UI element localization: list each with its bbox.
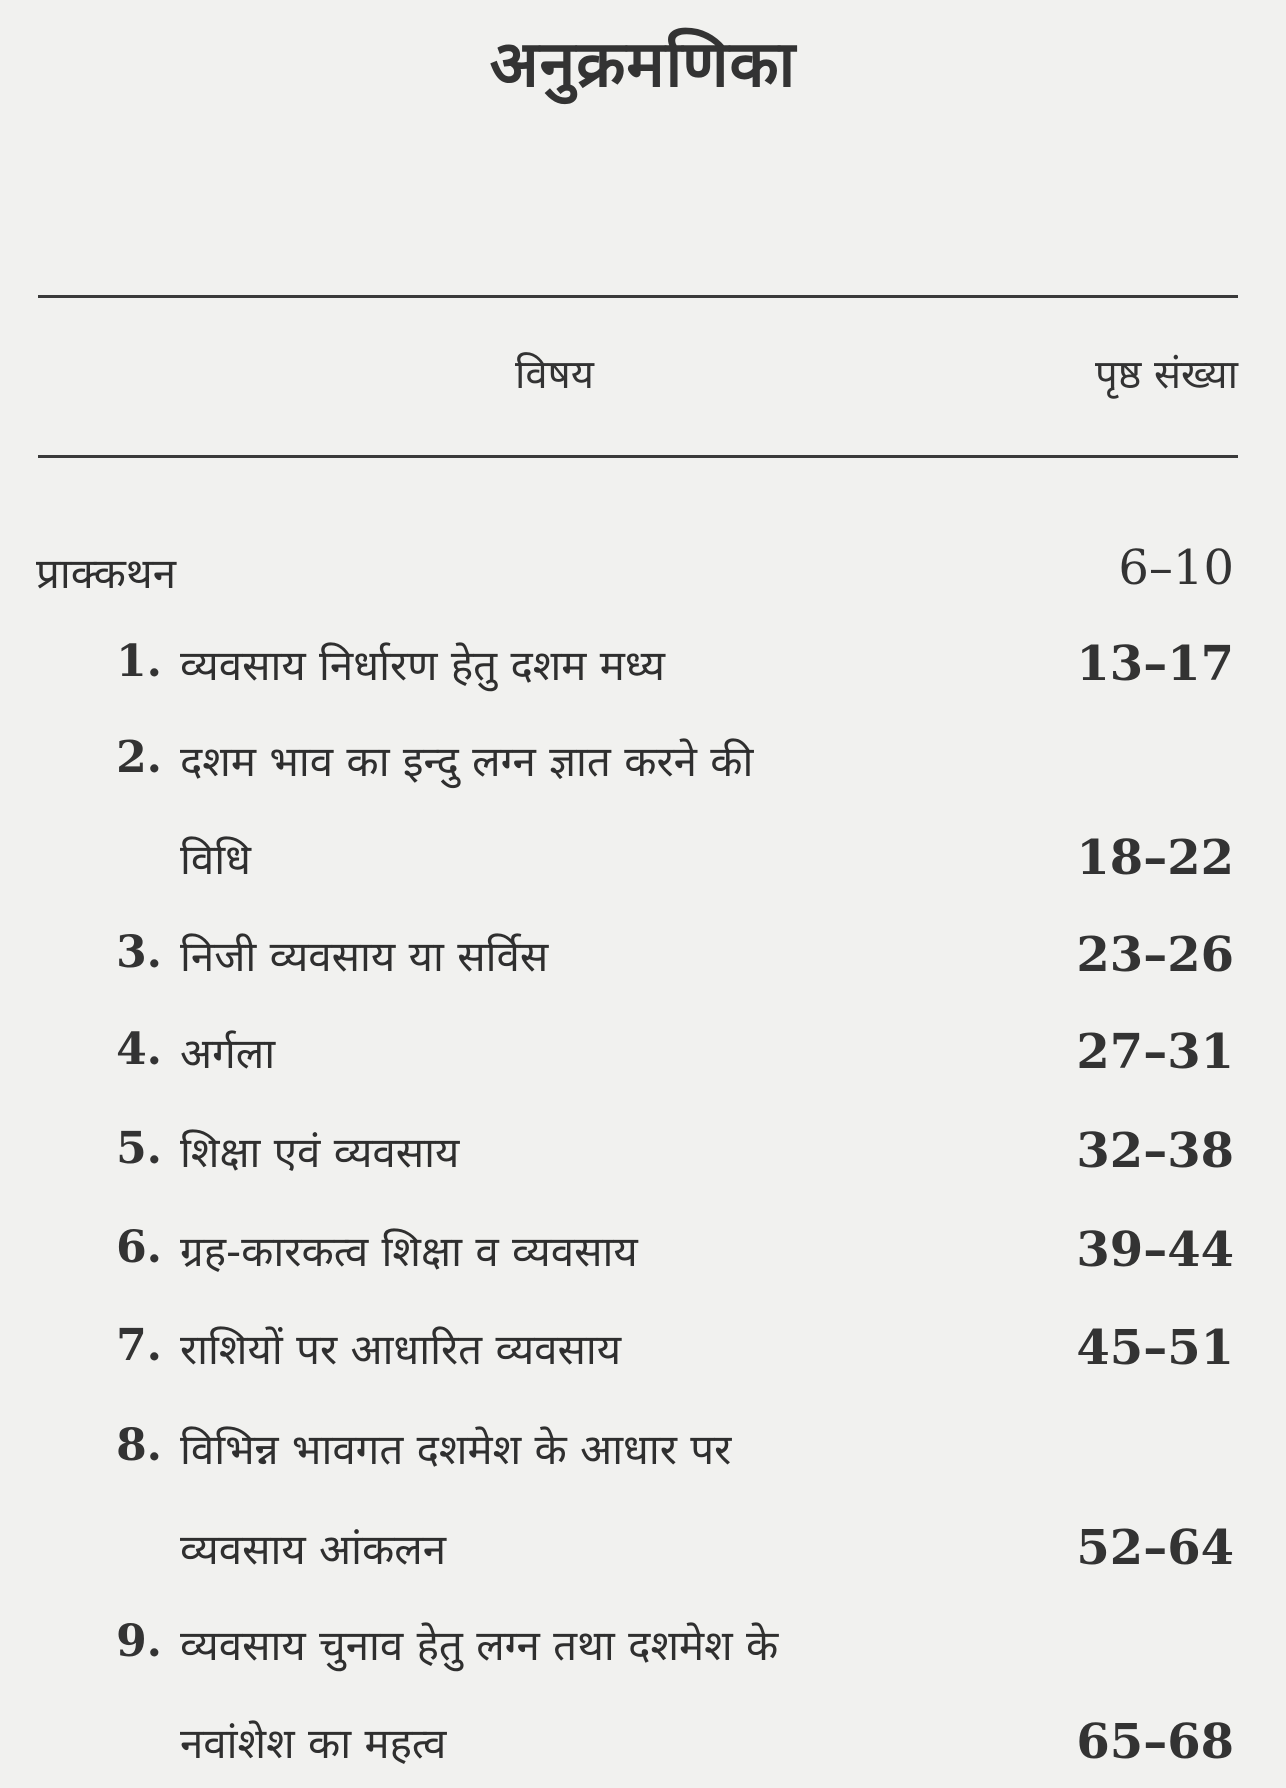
toc-entry-number: 8. [116, 1420, 162, 1471]
toc-entry-pages: 18–22 [1076, 830, 1234, 886]
header-top-rule [38, 295, 1238, 298]
toc-entry-pages: 27–31 [1076, 1024, 1234, 1080]
toc-entry-number: 9. [116, 1616, 162, 1667]
toc-entry-number: 5. [116, 1123, 162, 1174]
toc-entry-number: 2. [116, 732, 162, 783]
toc-entry-1 [0, 634, 1286, 704]
toc-entry-5 [0, 1121, 1286, 1191]
toc-entry-number: 1. [116, 636, 162, 687]
toc-entry-number: 3. [116, 927, 162, 978]
toc-entry-title: व्यवसाय निर्धारण हेतु दशम मध्य [180, 641, 666, 690]
toc-entry-7 [0, 1318, 1286, 1388]
column-header-subject: विषय [515, 352, 594, 398]
toc-entry-title-line-1: दशम भाव का इन्दु लग्न ज्ञात करने की [180, 737, 754, 786]
toc-entry-title: शिक्षा एवं व्यवसाय [180, 1128, 460, 1177]
toc-entry-title: प्राक्कथन [36, 549, 177, 598]
toc-entry-preface [0, 538, 1286, 608]
toc-entry-6 [0, 1220, 1286, 1290]
toc-entry-2 [0, 730, 1286, 800]
toc-entry-pages: 39–44 [1076, 1222, 1234, 1278]
toc-entry-title-line-2: नवांशेश का महत्व [180, 1719, 447, 1768]
toc-entry-number: 6. [116, 1222, 162, 1273]
toc-entry-pages: 13–17 [1076, 636, 1234, 692]
toc-entry-number: 7. [116, 1320, 162, 1371]
toc-entry-4 [0, 1022, 1286, 1092]
column-header-page-number: पृष्ठ संख्या [1095, 352, 1238, 398]
toc-entry-pages: 65–68 [1076, 1714, 1234, 1770]
page-title: अनुक्रमणिका [489, 28, 797, 102]
toc-entry-8-continued [0, 1518, 1286, 1588]
toc-entry-title: निजी व्यवसाय या सर्विस [180, 932, 549, 981]
toc-entry-title-line-1: विभिन्न भावगत दशमेश के आधार पर [180, 1425, 732, 1474]
toc-entry-number: 4. [116, 1024, 162, 1075]
toc-entry-3 [0, 925, 1286, 995]
toc-entry-title-line-2: व्यवसाय आंकलन [180, 1525, 447, 1574]
toc-entry-8 [0, 1418, 1286, 1488]
toc-entry-pages: 6–10 [1118, 540, 1234, 596]
toc-entry-title-line-2: विधि [180, 835, 251, 884]
toc-entry-title: अर्गला [180, 1029, 276, 1078]
toc-entry-pages: 45–51 [1076, 1320, 1234, 1376]
toc-entry-2-continued [0, 828, 1286, 898]
toc-entry-title-line-1: व्यवसाय चुनाव हेतु लग्न तथा दशमेश के [180, 1621, 779, 1670]
toc-entry-pages: 23–26 [1076, 927, 1234, 983]
toc-entry-pages: 52–64 [1076, 1520, 1234, 1576]
toc-entry-title: राशियों पर आधारित व्यवसाय [180, 1325, 622, 1374]
toc-entry-pages: 32–38 [1076, 1123, 1234, 1179]
toc-entry-9 [0, 1614, 1286, 1684]
header-bottom-rule [38, 455, 1238, 458]
toc-entry-9-continued [0, 1712, 1286, 1782]
toc-entry-title: ग्रह-कारकत्व शिक्षा व व्यवसाय [180, 1227, 638, 1276]
